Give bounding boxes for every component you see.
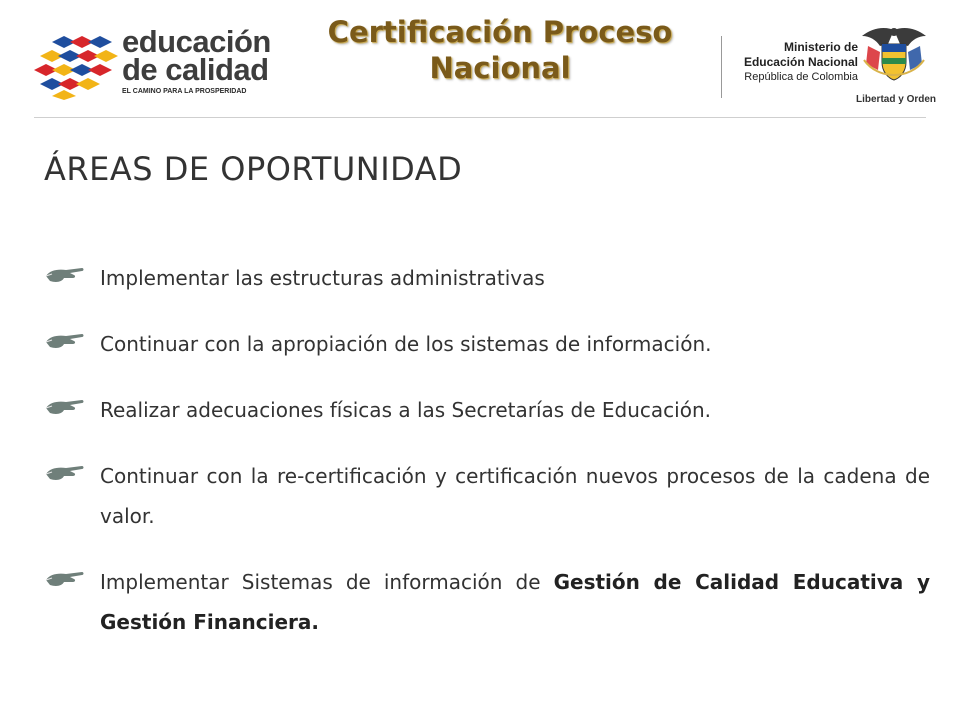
- slide-title-line1: Certificación Proceso: [327, 15, 673, 49]
- logo-text-de-calidad: de calidad: [122, 52, 269, 87]
- motto-label: Libertad y Orden: [856, 94, 937, 105]
- list-item: [44, 390, 930, 430]
- list-item-text: Implementar las estructuras administrativas: [100, 266, 545, 290]
- list-item: [44, 562, 930, 642]
- pointing-hand-icon: [44, 330, 84, 352]
- list-item-text: Realizar adecuaciones físicas a las Secretarías de Educación.: [100, 398, 711, 422]
- list-item: [44, 456, 930, 536]
- logo-tagline: EL CAMINO PARA LA PROSPERIDAD: [122, 88, 247, 95]
- header-rule: [34, 117, 926, 118]
- section-heading: ÁREAS DE OPORTUNIDAD: [44, 150, 463, 188]
- ministry-divider: [721, 36, 722, 98]
- ministry-line3: República de Colombia: [744, 71, 858, 83]
- slide-header: [0, 0, 960, 118]
- pointing-hand-icon: [44, 264, 84, 286]
- list-item-text: Continuar con la apropiación de los sistemas de información.: [100, 332, 712, 356]
- pointing-hand-icon: [44, 396, 84, 418]
- opportunity-list: [44, 258, 930, 668]
- list-item-text: [100, 562, 930, 642]
- list-item-text-plain: Implementar Sistemas de información de: [100, 570, 554, 594]
- list-item: [44, 258, 930, 298]
- education-cubes-logo-icon: [34, 34, 118, 100]
- list-item-text-bold: Gestión de Calidad Educativa y Gestión Financiera.: [100, 570, 930, 634]
- colombia-coat-of-arms-icon: [858, 24, 930, 84]
- list-item-text: Continuar con la re-certificación y certificación nuevos procesos de la cadena de valor.: [100, 464, 930, 528]
- list-item: [44, 324, 930, 364]
- slide-title-line2: Nacional: [429, 51, 571, 85]
- pointing-hand-icon: [44, 568, 84, 590]
- pointing-hand-icon: [44, 462, 84, 484]
- slide-title: [290, 14, 710, 86]
- ministry-label: [728, 40, 858, 85]
- ministry-line2: Educación Nacional: [743, 55, 858, 69]
- ministry-line1: Ministerio de: [783, 40, 858, 54]
- educacion-de-calidad-logo: [34, 24, 274, 100]
- logo-text-educacion: educación: [122, 24, 271, 59]
